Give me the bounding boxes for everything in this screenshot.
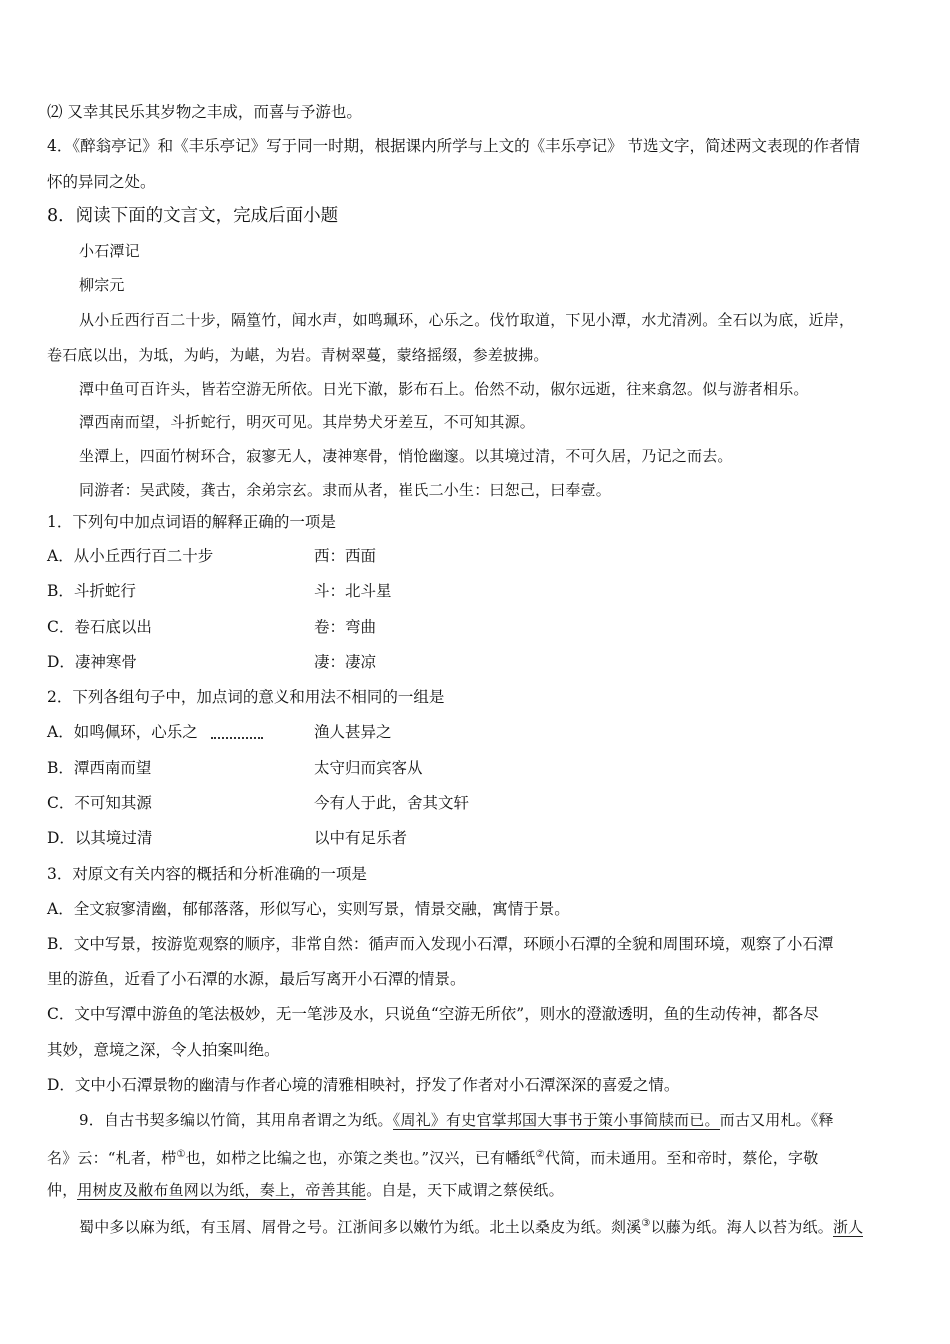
sub-question-2-option-a	[47, 722, 927, 742]
underlined-sentence: 《周礼》有史官掌邦国大事书于策小事简牍而已。	[392, 1111, 720, 1129]
footnote-marker: ②	[535, 1149, 545, 1160]
sub-question-1-option-d	[47, 652, 927, 672]
option-gloss: 太守归而宾客从	[314, 759, 423, 777]
option-label: A．从小丘西行百二十步	[47, 547, 214, 565]
option-gloss: 以中有足乐者	[314, 829, 408, 847]
passage-paragraph-2: 潭中鱼可百许头，皆若空游无所依。日光下澈，影布石上。佁然不动，俶尔远逝，往来翕忽。似与游者相乐。	[79, 380, 809, 398]
sub-question-3-option-b-line-1: B．文中写景，按游览观察的顺序，非常自然：循声而入发现小石潭，环顾小石潭的全貌和周围环境，观察了小石潭	[47, 935, 834, 953]
question-9-text: 9．自古书契多编以竹简，其用帛者谓之为纸。	[79, 1111, 393, 1129]
sub-question-1-option-a	[47, 546, 927, 566]
passage-paragraph-4: 坐潭上，四面竹树环合，寂寥无人，凄神寒骨，悄怆幽邃。以其境过清，不可久居，乃记之而去。	[79, 447, 733, 465]
option-label: D．凄神寒骨	[47, 653, 137, 671]
emphasis-dots	[211, 736, 263, 739]
option-gloss: 凄：凄凉	[314, 653, 377, 671]
footnote-marker: ③	[641, 1218, 651, 1229]
option-label: B．潭西南而望	[47, 759, 152, 777]
sub-question-1-option-c	[47, 617, 927, 637]
option-label: B．斗折蛇行	[47, 582, 136, 600]
option-gloss: 渔人甚异之	[314, 723, 392, 741]
option-gloss: 斗：北斗星	[314, 582, 392, 600]
passage-title: 小石潭记	[79, 242, 140, 260]
question-9-text: 。自是，天下咸谓之蔡侯纸。	[366, 1181, 564, 1199]
passage-paragraph-1-line-1: 从小丘西行百二十步，隔篁竹，闻水声，如鸣珮环，心乐之。伐竹取道，下见小潭，水尤清冽。全石以为底，近岸，	[79, 311, 855, 329]
sub-question-1-option-b	[47, 581, 927, 601]
sub-question-3-option-d: D．文中小石潭景物的幽清与作者心境的清雅相映衬，抒发了作者对小石潭深深的喜爱之情。	[47, 1076, 680, 1094]
sub-question-2-option-b	[47, 758, 927, 778]
question-9-text: 也，如栉之比编之也，亦策之类也。”汉兴，已有幡纸	[185, 1149, 536, 1167]
question-9-text: 名》云：“札者，栉	[47, 1149, 177, 1167]
sub-question-2-option-d	[47, 828, 927, 848]
option-label: A．如鸣佩环，心乐之	[47, 723, 198, 741]
sub-question-3-option-b-line-2: 里的游鱼，近看了小石潭的水源，最后写离开小石潭的情景。	[47, 970, 466, 988]
passage-paragraph-1-line-2: 卷石底以出，为坻，为屿，为嵁，为岩。青树翠蔓，蒙络摇缀，参差披拂。	[47, 346, 549, 364]
option-gloss: 西：西面	[314, 547, 377, 565]
option-gloss: 卷：弯曲	[314, 618, 377, 636]
option-label: C．卷石底以出	[47, 618, 152, 636]
passage-author: 柳宗元	[79, 276, 125, 294]
passage-paragraph-5: 同游者：吴武陵，龚古，余弟宗玄。隶而从者，崔氏二小生：曰恕己，曰奉壹。	[79, 481, 612, 499]
sub-question-3-stem: 3．对原文有关内容的概括和分析准确的一项是	[47, 865, 367, 883]
question-9-text: 而古又用札。《释	[719, 1111, 834, 1129]
prev-question-line: ⑵ 又幸其民乐其岁物之丰成，而喜与予游也。	[47, 103, 362, 121]
sub-question-3-option-c-line-1: C．文中写潭中游鱼的笔法极妙，无一笔涉及水，只说鱼“空游无所依”，则水的澄澈透明，鱼的生动传神，都各尽	[47, 1005, 819, 1023]
sub-question-2-option-c	[47, 793, 927, 813]
option-label: D．以其境过清	[47, 829, 153, 847]
footnote-marker: ①	[176, 1149, 186, 1160]
sub-question-3-option-c-line-2: 其妙，意境之深，令人拍案叫绝。	[47, 1041, 280, 1059]
question-9-text: 代简，而未通用。至和帝时，蔡伦，字敬	[544, 1149, 819, 1167]
question-8-heading: 8．阅读下面的文言文，完成后面小题	[47, 206, 339, 226]
underlined-sentence: 用树皮及敝布鱼网以为纸，奏上，帝善其能	[77, 1181, 367, 1199]
sub-question-2-stem: 2．下列各组句子中，加点词的意义和用法不相同的一组是	[47, 688, 445, 706]
question-9-text: 蜀中多以麻为纸，有玉屑、屑骨之号。江浙间多以嫩竹为纸。北土以桑皮为纸。剡溪	[79, 1218, 642, 1236]
option-gloss: 今有人于此，舍其文轩	[314, 794, 470, 812]
question-4-line-2: 怀的异同之处。	[47, 173, 156, 191]
sub-question-3-option-a: A．全文寂寥清幽，郁郁落落，形似写心，实则写景，情景交融，寓情于景。	[47, 900, 570, 918]
question-9-line-4	[79, 1214, 863, 1237]
question-4-line-1: 4．《醉翁亭记》和《丰乐亭记》写于同一时期，根据课内所学与上文的《丰乐亭记》 节选文字，简述两文表现的作者情	[47, 137, 861, 155]
question-9-line-3	[47, 1180, 564, 1200]
question-9-line-1	[79, 1110, 834, 1130]
option-label: C．不可知其源	[47, 794, 152, 812]
underlined-sentence: 浙人	[832, 1218, 864, 1236]
passage-paragraph-3: 潭西南而望，斗折蛇行，明灭可见。其岸势犬牙差互，不可知其源。	[79, 413, 536, 431]
question-9-line-2	[47, 1145, 818, 1168]
sub-question-1-stem: 1．下列句中加点词语的解释正确的一项是	[47, 513, 336, 531]
question-9-text: 以藤为纸。海人以苔为纸。	[650, 1218, 833, 1236]
question-9-text: 仲，	[47, 1181, 78, 1199]
